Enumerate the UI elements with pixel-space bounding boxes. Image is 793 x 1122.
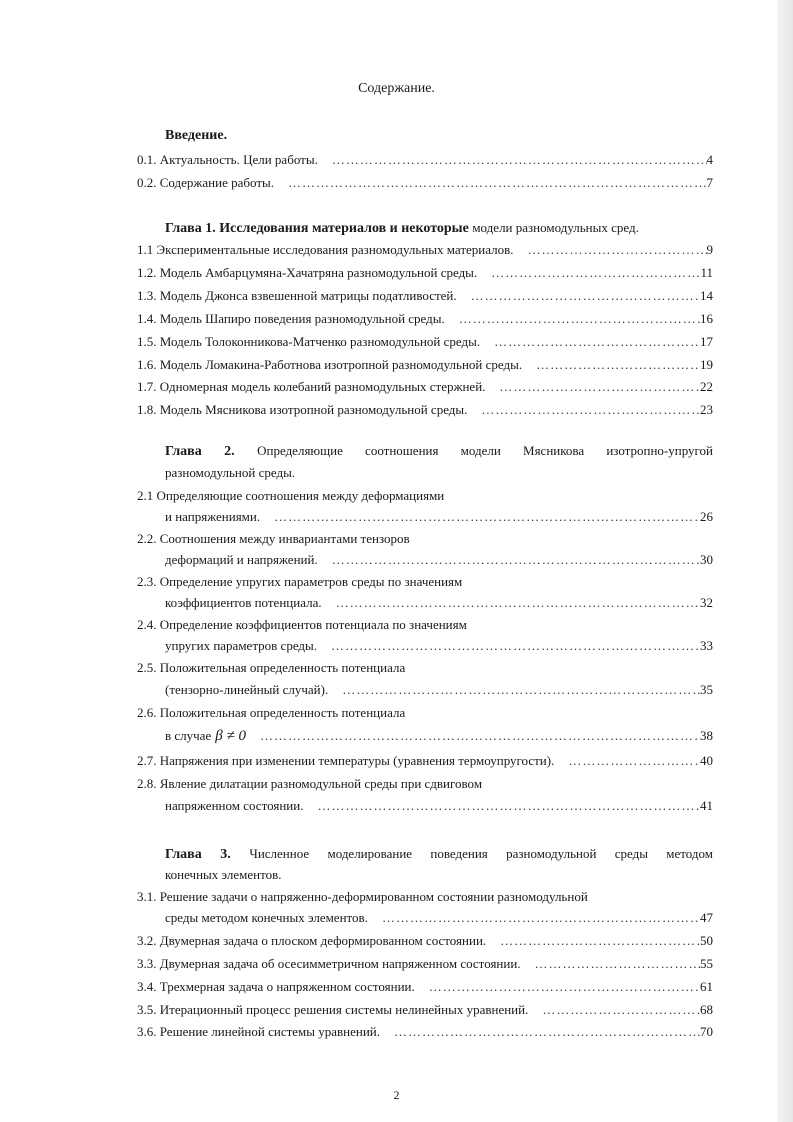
toc-page-number: 47 (700, 910, 713, 925)
chapter-3-heading (165, 845, 713, 864)
toc-entry-label: деформаций и напряжений. (165, 552, 318, 567)
dot-leader (459, 310, 700, 328)
dot-leader (494, 333, 700, 351)
dot-leader (568, 752, 700, 770)
beta-not-zero-formula: β ≠ 0 (215, 728, 246, 744)
toc-page-number: 38 (700, 728, 713, 743)
toc-entry-1-7[interactable] (137, 378, 713, 396)
toc-entry-label: 1.6. Модель Ломакина-Работнова изотропной разномодульной среды. (137, 357, 523, 372)
page-edge-shadow (777, 0, 793, 1122)
dot-leader (500, 932, 700, 950)
page-title: Содержание. (358, 81, 435, 96)
page-number: 2 (393, 1088, 400, 1102)
toc-entry-label: 1.3. Модель Джонса взвешенной матрицы податливостей. (137, 288, 457, 303)
dot-leader (336, 594, 700, 612)
toc-entry-2-5[interactable] (165, 681, 713, 699)
dot-leader (274, 508, 700, 526)
dot-leader (260, 727, 700, 745)
toc-entry-2-7[interactable] (137, 752, 713, 770)
toc-entry-3-6[interactable] (137, 1023, 713, 1041)
toc-entry-2-6[interactable] (165, 727, 713, 745)
toc-entry-label: среды методом конечных элементов. (165, 910, 368, 925)
dot-leader (394, 1023, 700, 1041)
dot-leader (332, 151, 707, 169)
toc-page-number: 17 (700, 334, 713, 349)
dot-leader (528, 241, 707, 259)
chapter-heading-text: Численное моделирование поведения разномодульной среды методом (249, 846, 713, 861)
toc-page-number: 4 (706, 152, 713, 167)
toc-page-number: 23 (700, 402, 713, 417)
dot-leader (429, 978, 700, 996)
toc-page-number: 61 (700, 979, 713, 994)
toc-page-number: 70 (700, 1024, 713, 1039)
toc-entry-label: (тензорно-линейный случай). (165, 682, 329, 697)
toc-page-number: 40 (700, 753, 713, 768)
toc-entry-label: 0.2. Содержание работы. (137, 175, 274, 190)
toc-entry-1-3[interactable] (137, 287, 713, 305)
toc-entry-3-5[interactable] (137, 1001, 713, 1019)
toc-entry-label: коэффициентов потенциала. (165, 595, 322, 610)
chapter-heading-text: модели разномодульных сред. (472, 220, 639, 235)
chapter-3-heading-cont: конечных элементов. (165, 867, 282, 882)
toc-entry-0-2[interactable] (137, 174, 713, 192)
toc-entry-label: 2.7. Напряжения при изменении температуры (уравнения термоупругости). (137, 753, 555, 768)
toc-entry-label: 0.1. Актуальность. Цели работы. (137, 152, 318, 167)
toc-entry-3-3[interactable] (137, 955, 713, 973)
dot-leader (481, 401, 700, 419)
toc-entry-label: 3.4. Трехмерная задача о напряженном состоянии. (137, 979, 415, 994)
dot-leader (288, 174, 707, 192)
toc-entry-2-8[interactable] (165, 797, 713, 815)
toc-page-number: 55 (700, 956, 713, 971)
toc-entry-3-1-label: 3.1. Решение задачи о напряженно-деформированном состоянии разномодульной (137, 889, 588, 904)
toc-page-number: 14 (700, 288, 713, 303)
toc-entry-label: 3.6. Решение линейной системы уравнений. (137, 1024, 381, 1039)
chapter-heading-text: Определяющие соотношения модели Мясникова изотропно-упругой (257, 443, 713, 458)
toc-entry-label: 3.5. Итерационный процесс решения системы нелинейных уравнений. (137, 1002, 529, 1017)
dot-leader (535, 955, 700, 973)
toc-page-number: 68 (700, 1002, 713, 1017)
toc-entry-2-4[interactable] (165, 637, 713, 655)
toc-page-number: 35 (700, 682, 713, 697)
toc-entry-2-4-label: 2.4. Определение коэффициентов потенциала по значениям (137, 617, 467, 632)
toc-entry-label: 1.2. Модель Амбарцумяна-Хачатряна разномодульной среды. (137, 265, 478, 280)
toc-page-number: 16 (700, 311, 713, 326)
toc-entry-2-5-label: 2.5. Положительная определенность потенциала (137, 660, 406, 675)
toc-page-number: 33 (700, 638, 713, 653)
dot-leader (382, 909, 700, 927)
toc-entry-2-3[interactable] (165, 594, 713, 612)
dot-leader (542, 1001, 700, 1019)
toc-entry-2-1[interactable] (165, 508, 713, 526)
toc-entry-label: 1.8. Модель Мясникова изотропной разномодульной среды. (137, 402, 468, 417)
chapter-heading-bold: Глава 3. (165, 847, 231, 862)
dot-leader (491, 264, 700, 282)
toc-page-number: 26 (700, 509, 713, 524)
intro-heading (165, 127, 713, 145)
toc-entry-3-1[interactable] (165, 909, 713, 927)
toc-entry-2-6-label: 2.6. Положительная определенность потенциала (137, 705, 406, 720)
chapter-2-heading-cont: разномодульной среды. (165, 465, 296, 480)
chapter-1-heading (165, 219, 713, 238)
chapter-heading-bold: Введение. (165, 128, 228, 143)
chapter-2-heading (165, 442, 713, 461)
toc-entry-2-2[interactable] (165, 551, 713, 569)
dot-leader (317, 797, 700, 815)
toc-page-number: 19 (700, 357, 713, 372)
toc-entry-label: в случае β ≠ 0 (165, 728, 246, 744)
toc-entry-1-8[interactable] (137, 401, 713, 419)
toc-entry-label: 1.1 Экспериментальные исследования разномодульных материалов. (137, 242, 514, 257)
toc-entry-3-2[interactable] (137, 932, 713, 950)
toc-entry-0-1[interactable] (137, 151, 713, 169)
toc-entry-label: 1.5. Модель Толоконникова-Матченко разномодульной среды. (137, 334, 481, 349)
toc-entry-1-1[interactable] (137, 241, 713, 259)
toc-page-number: 32 (700, 595, 713, 610)
toc-entry-label: 3.2. Двумерная задача о плоском деформированном состоянии. (137, 933, 487, 948)
toc-entry-2-1-label: 2.1 Определяющие соотношения между деформациями (137, 488, 445, 503)
toc-entry-label: упругих параметров среды. (165, 638, 318, 653)
toc-page-number: 22 (700, 379, 713, 394)
toc-page-number: 11 (700, 265, 713, 280)
dot-leader (342, 681, 700, 699)
dot-leader (331, 637, 700, 655)
toc-entry-label: и напряжениями. (165, 509, 261, 524)
chapter-heading-bold: Глава 1. Исследования материалов и некоторые (165, 221, 469, 236)
toc-page-number: 41 (700, 798, 713, 813)
toc-entry-1-2[interactable] (137, 264, 713, 282)
toc-page-number: 9 (706, 242, 713, 257)
dot-leader (536, 356, 700, 374)
toc-entry-1-6[interactable] (137, 356, 713, 374)
toc-entry-1-4[interactable] (137, 310, 713, 328)
chapter-heading-bold: Глава 2. (165, 444, 235, 459)
toc-page-number: 50 (700, 933, 713, 948)
dot-leader (332, 551, 700, 569)
toc-page-number: 7 (706, 175, 713, 190)
dot-leader (499, 378, 700, 396)
toc-page-number: 30 (700, 552, 713, 567)
toc-entry-3-4[interactable] (137, 978, 713, 996)
toc-entry-label: 1.7. Одномерная модель колебаний разномодульных стержней. (137, 379, 486, 394)
toc-entry-2-8-label: 2.8. Явление дилатации разномодульной среды при сдвиговом (137, 776, 483, 791)
toc-entry-label: напряженном состоянии. (165, 798, 304, 813)
dot-leader (471, 287, 700, 305)
toc-entry-label: 1.4. Модель Шапиро поведения разномодульной среды. (137, 311, 445, 326)
toc-entry-label: 3.3. Двумерная задача об осесимметричном напряженном состоянии. (137, 956, 521, 971)
toc-entry-2-3-label: 2.3. Определение упругих параметров среды по значениям (137, 574, 463, 589)
toc-entry-1-5[interactable] (137, 333, 713, 351)
toc-entry-2-2-label: 2.2. Соотношения между инвариантами тензоров (137, 531, 410, 546)
